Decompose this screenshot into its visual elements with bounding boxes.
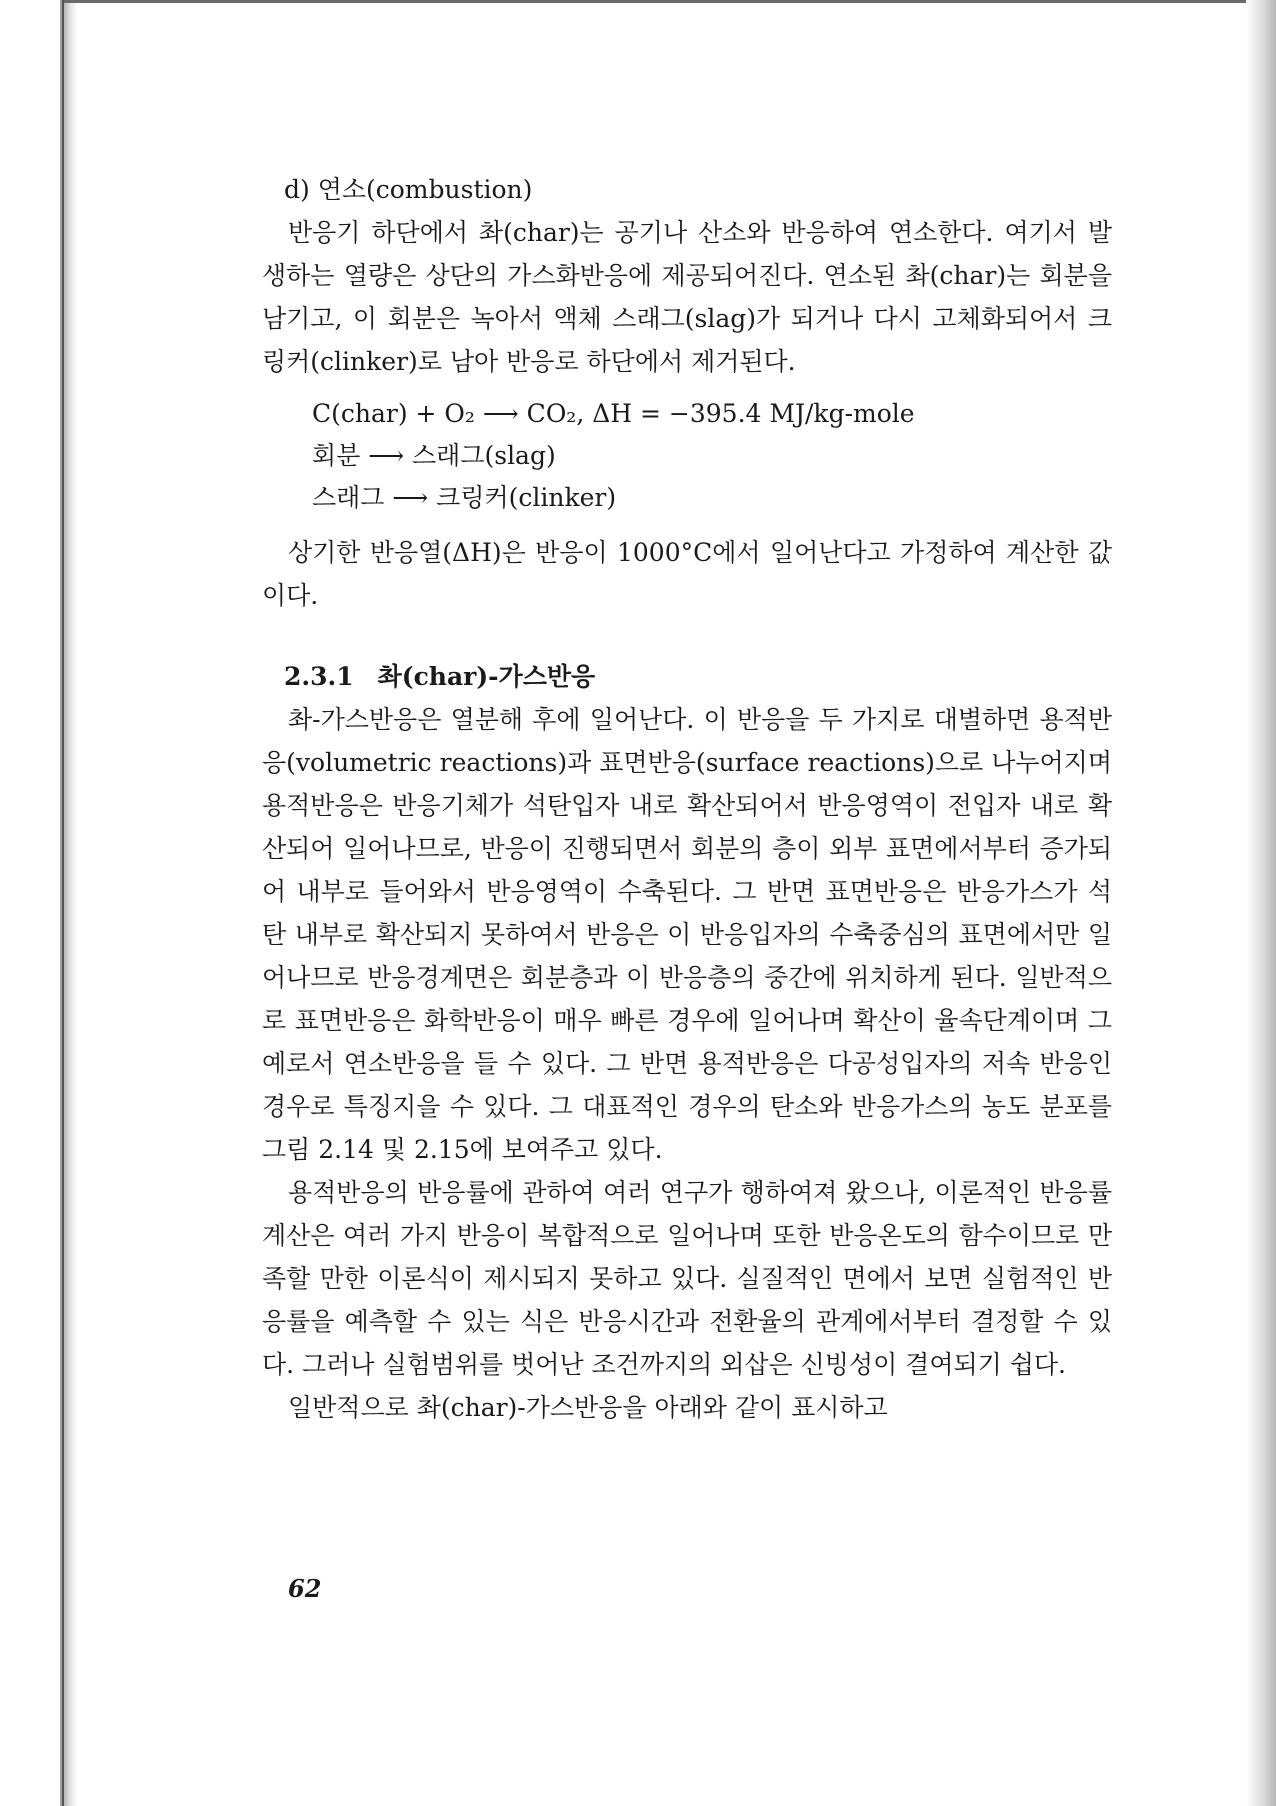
page-body	[262, 168, 1112, 1429]
equation-slag-to-clinker: 스래그 ⟶ 크링커(clinker)	[312, 483, 617, 512]
page-right-shadow	[1246, 0, 1276, 1806]
section-title: 촤(char)-가스반응	[377, 662, 596, 691]
paragraph-reaction-rate: 용적반응의 반응률에 관하여 여러 연구가 행하여져 왔으나, 이론적인 반응률 계산은 여러 가지 반응이 복합적으로 일어나며 또한 반응온도의 함수이므로 만족할 만한 이론식이 제시되지 못하고 있다. 실질적인 면에서 보면 실험적인 반응률을 예측할 수 있는 식은 반응시간과 전환율의 관계에서부터 결정할 수 있다. 그러나 실험범위를 벗어난 조건까지의 외삽은 신빙성이 결여되기 쉽다.	[262, 1178, 1112, 1379]
section-number: 2.3.1	[284, 662, 354, 691]
page-left-edge	[62, 0, 64, 1806]
subsection-heading: d) 연소(combustion)	[284, 175, 533, 204]
section-heading	[284, 655, 1112, 698]
page-number: 62	[288, 1574, 322, 1603]
paragraph-heat-of-reaction: 상기한 반응열(ΔH)은 반응이 1000°C에서 일어난다고 가정하여 계산한 값이다.	[262, 538, 1112, 610]
paragraph-char-gas-reaction: 촤-가스반응은 열분해 후에 일어난다. 이 반응을 두 가지로 대별하면 용적반응(volumetric reactions)과 표면반응(surface reactions)으로 나누어지며 용적반응은 반응기체가 석탄입자 내로 확산되어서 반응영역이 전입자 내로 확산되어 일어나므로, 반응이 진행되면서 회분의 층이 외부 표면에서부터 증가되어 내부로 들어와서 반응영역이 수축된다. 그 반면 표면반응은 반응가스가 석탄 내부로 확산되지 못하여서 반응은 이 반응입자의 수축중심의 표면에서만 일어나므로 반응경계면은 회분층과 이 반응층의 중간에 위치하게 된다. 일반적으로 표면반응은 화학반응이 매우 빠른 경우에 일어나며 확산이 율속단계이며 그 예로서 연소반응을 들 수 있다. 그 반면 용적반응은 다공성입자의 저속 반응인 경우로 특징지을 수 있다. 그 대표적인 경우의 탄소와 반응가스의 농도 분포를 그림 2.14 및 2.15에 보여주고 있다.	[262, 705, 1112, 1164]
paragraph-general-expression: 일반적으로 촤(char)-가스반응을 아래와 같이 표시하고	[288, 1393, 888, 1422]
equation-combustion: C(char) + O₂ ⟶ CO₂, ΔH = −395.4 MJ/kg-mole	[312, 399, 915, 428]
page-top-edge	[64, 0, 1246, 3]
equation-ash-to-slag: 회분 ⟶ 스래그(slag)	[312, 441, 556, 470]
paragraph-combustion: 반응기 하단에서 촤(char)는 공기나 산소와 반응하여 연소한다. 여기서 발생하는 열량은 상단의 가스화반응에 제공되어진다. 연소된 촤(char)는 회분을 남기고, 이 회분은 녹아서 액체 스래그(slag)가 되거나 다시 고체화되어서 크링커(clinker)로 남아 반응로 하단에서 제거된다.	[262, 218, 1112, 376]
equation-block	[312, 393, 1112, 519]
